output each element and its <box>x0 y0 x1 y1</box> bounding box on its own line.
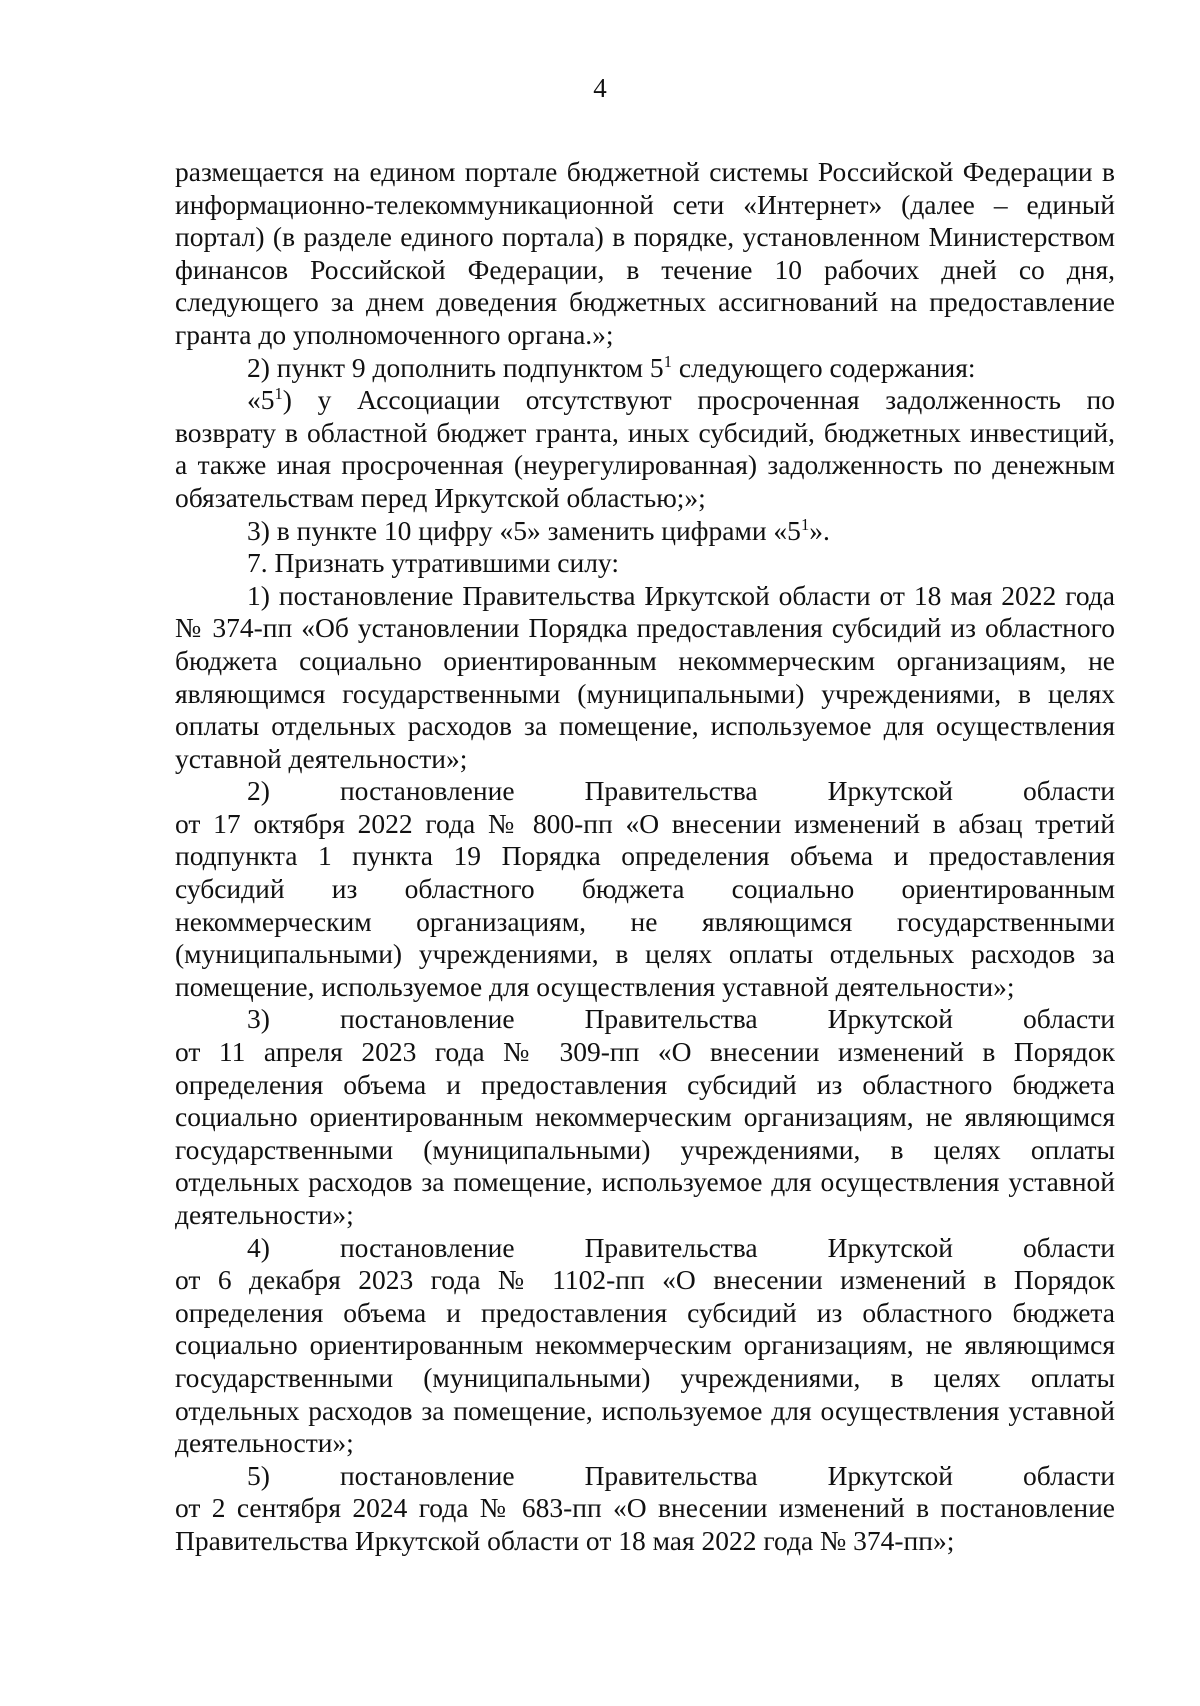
superscript: 1 <box>663 351 672 371</box>
repeal-item-1: 1) постановление Правительства Иркутской области от 18 мая 2022 года <box>247 579 1115 611</box>
text-line: № 374-пп «Об установлении Порядка предоставления субсидий из областного <box>175 612 1115 644</box>
amendment-item-3 <box>175 515 1115 548</box>
text-segment: 3) в пункте 10 цифру «5» заменить цифрами «5 <box>247 514 801 546</box>
text-line: Правительства Иркутской области от 18 мая 2022 года № 374-пп»; <box>175 1524 955 1556</box>
text-line: размещается на едином портале бюджетной системы Российской Федерации в <box>175 156 1115 187</box>
text-word: 3) <box>247 1003 270 1035</box>
text-line: государственными (муниципальными) учреждениями, в целях оплаты <box>175 1361 1115 1393</box>
text-segment: 2) пункт 9 дополнить подпунктом 5 <box>247 351 664 383</box>
superscript: 1 <box>274 384 283 404</box>
text-word: Правительства <box>584 1459 758 1491</box>
text-line: определения объема и предоставления субсидий из областного бюджета <box>175 1068 1115 1100</box>
text-line: а также иная просроченная (неурегулированная) задолженность по денежным <box>175 449 1115 481</box>
text-word: Иркутской <box>827 775 953 807</box>
text-line: (муниципальными) учреждениями, в целях оплаты отдельных расходов за <box>175 938 1115 970</box>
amendment-item-2 <box>175 352 1115 385</box>
text-line: гранта до уполномоченного органа.»; <box>175 318 614 350</box>
text-word: постановление <box>339 1003 515 1035</box>
text-word: области <box>1023 1231 1115 1263</box>
text-segment: следующего содержания: <box>671 351 976 383</box>
text-line: деятельности»; <box>175 1427 354 1459</box>
text-line: информационно-телекоммуникационной сети «Интернет» (далее – единый <box>175 188 1115 220</box>
text-line: государственными (муниципальными) учреждениями, в целях оплаты <box>175 1133 1115 1165</box>
text-line: социально ориентированным некоммерческим организациям, не являющимся <box>175 1329 1115 1361</box>
repeal-item-4 <box>175 1232 1115 1265</box>
text-word: постановление <box>339 775 515 807</box>
text-word: области <box>1023 775 1115 807</box>
text-word: 5) <box>247 1459 270 1491</box>
text-line: оплаты отдельных расходов за помещение, используемое для осуществления <box>175 710 1115 742</box>
text-segment: ) у Ассоциации отсутствуют просроченная задолженность по <box>282 384 1115 416</box>
text-line: деятельности»; <box>175 1199 354 1230</box>
text-line: подпункта 1 пункта 19 Порядка определения объема и предоставления <box>175 840 1115 872</box>
text-line: следующего за днем доведения бюджетных ассигнований на предоставление <box>175 286 1115 318</box>
superscript: 1 <box>800 514 810 534</box>
repeal-item-2 <box>175 775 1115 808</box>
text-line: определения объема и предоставления субсидий из областного бюджета <box>175 1296 1115 1328</box>
text-line: отдельных расходов за помещение, используемое для осуществления уставной <box>175 1394 1115 1426</box>
text-line: портал) (в разделе единого портала) в порядке, установленном Министерством <box>175 221 1115 253</box>
text-word: Иркутской <box>827 1459 953 1491</box>
text-word: 2) <box>247 775 270 807</box>
text-line: помещение, используемое для осуществления уставной деятельности»; <box>175 970 1015 1002</box>
text-word: постановление <box>339 1231 515 1263</box>
text-line: являющимся государственными (муниципальными) учреждениями, в целях <box>175 677 1115 709</box>
text-word: Правительства <box>584 1003 758 1035</box>
text-line: субсидий из областного бюджета социально ориентированным <box>175 873 1115 905</box>
text-line: уставной деятельности»; <box>175 742 468 774</box>
text-line: социально ориентированным некоммерческим организациям, не являющимся <box>175 1101 1115 1133</box>
repeal-item-3 <box>175 1003 1115 1036</box>
text-line: бюджета социально ориентированным некоммерческим организациям, не <box>175 644 1115 676</box>
repeal-item-5 <box>175 1460 1115 1493</box>
text-word: Иркутской <box>827 1003 953 1035</box>
text-word: 4) <box>247 1231 270 1263</box>
text-line: от 2 сентября 2024 года № 683-пп «О внесении изменений в постановление <box>175 1492 1115 1524</box>
text-segment: «5 <box>247 384 275 416</box>
text-line: отдельных расходов за помещение, используемое для осуществления уставной <box>175 1166 1115 1198</box>
text-word: Правительства <box>584 775 758 807</box>
text-line: от 6 декабря 2023 года № 1102-пп «О внесении изменений в Порядок <box>175 1264 1115 1296</box>
text-word: области <box>1023 1459 1115 1491</box>
quoted-subitem <box>175 384 1115 417</box>
text-word: Иркутской <box>827 1231 953 1263</box>
text-line: от 11 апреля 2023 года № 309-пп «О внесении изменений в Порядок <box>175 1036 1115 1068</box>
text-line: некоммерческим организациям, не являющимся государственными <box>175 905 1115 937</box>
document-body <box>175 156 1115 1558</box>
text-line: обязательствам перед Иркутской областью;»; <box>175 481 706 513</box>
text-word: постановление <box>339 1459 515 1491</box>
text-line: возврату в областной бюджет гранта, иных субсидий, бюджетных инвестиций, <box>175 416 1115 448</box>
text-segment: ». <box>809 514 830 546</box>
page-number: 4 <box>593 73 607 103</box>
text-word: Правительства <box>584 1231 758 1263</box>
text-line: финансов Российской Федерации, в течение 10 рабочих дней со дня, <box>175 253 1115 285</box>
text-word: области <box>1023 1003 1115 1035</box>
section-7-heading: 7. Признать утратившими силу: <box>247 547 619 579</box>
text-line: от 17 октября 2022 года № 800-пп «О внесении изменений в абзац третий <box>175 807 1115 839</box>
